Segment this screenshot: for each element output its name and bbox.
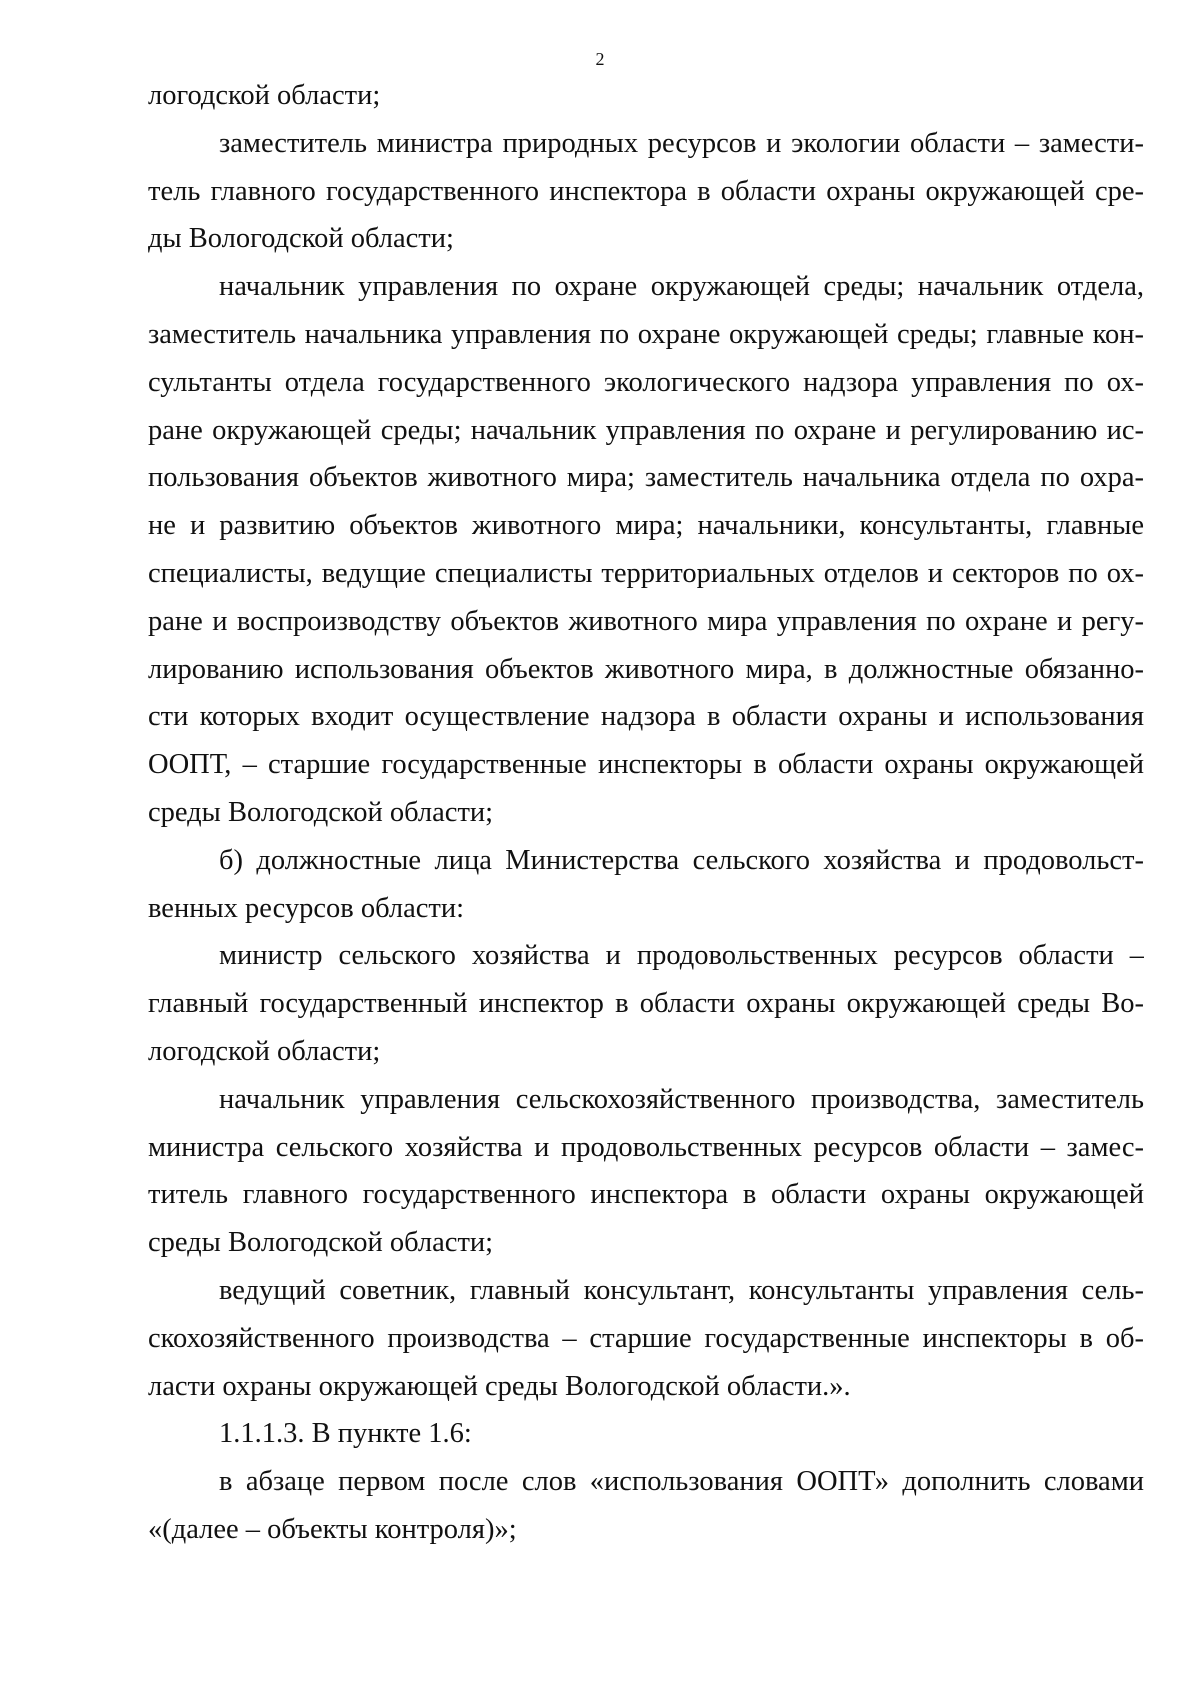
text-line: главный государственный инспектор в области охраны окружающей среды Во- xyxy=(148,988,1144,1020)
text-line: скохозяйственного производства – старшие государственные инспекторы в об- xyxy=(148,1322,1144,1354)
text-line: не и развитию объектов животного мира; начальники, консультанты, главные xyxy=(148,510,1144,542)
text-line: титель главного государственного инспектора в области охраны окружающей xyxy=(148,1179,1144,1211)
text-line: «(далее – объекты контроля)»; xyxy=(148,1513,517,1545)
text-line: начальник управления сельскохозяйственного производства, заместитель xyxy=(219,1083,1144,1115)
text-line: специалисты, ведущие специалисты территориальных отделов и секторов по ох- xyxy=(148,557,1144,589)
text-line: ране окружающей среды; начальник управления по охране и регулированию ис- xyxy=(148,414,1144,446)
text-line: заместитель начальника управления по охране окружающей среды; главные кон- xyxy=(148,318,1144,350)
text-line: министр сельского хозяйства и продовольственных ресурсов области – xyxy=(219,940,1144,972)
text-line: логодской области; xyxy=(148,80,381,111)
text-line: ране и воспроизводству объектов животного мира управления по охране и регу- xyxy=(148,605,1144,637)
text-line: ласти охраны окружающей среды Вологодской области.». xyxy=(148,1370,851,1402)
text-line: ведущий советник, главный консультант, консультанты управления сель- xyxy=(219,1274,1144,1306)
text-line: тель главного государственного инспектора в области охраны окружающей сре- xyxy=(148,175,1144,207)
text-line: министра сельского хозяйства и продовольственных ресурсов области – замес- xyxy=(148,1131,1144,1163)
page-number: 2 xyxy=(595,49,605,69)
text-line: венных ресурсов области: xyxy=(148,892,465,924)
text-line: пользования объектов животного мира; заместитель начальника отдела по охра- xyxy=(148,462,1144,494)
text-line: логодской области; xyxy=(148,1035,381,1067)
text-line: начальник управления по охране окружающей среды; начальник отдела, xyxy=(219,271,1144,303)
text-line: сти которых входит осуществление надзора в области охраны и использования xyxy=(148,701,1144,733)
text-line: сультанты отдела государственного экологического надзора управления по ох- xyxy=(148,366,1144,398)
text-line: ды Вологодской области; xyxy=(148,223,454,255)
text-line: лированию использования объектов животного мира, в должностные обязанно- xyxy=(148,653,1144,685)
text-line: среды Вологодской области; xyxy=(148,796,494,828)
text-line: б) должностные лица Министерства сельского хозяйства и продовольст- xyxy=(219,844,1144,876)
text-line: среды Вологодской области; xyxy=(148,1227,494,1259)
document-body xyxy=(148,72,1144,1554)
text-line: 1.1.1.3. В пункте 1.6: xyxy=(219,1418,472,1450)
text-line: заместитель министра природных ресурсов и экологии области – замести- xyxy=(219,127,1144,159)
text-line: в абзаце первом после слов «использования ООПТ» дополнить словами xyxy=(219,1466,1144,1498)
text-line: ООПТ, – старшие государственные инспекторы в области охраны окружающей xyxy=(148,749,1144,781)
